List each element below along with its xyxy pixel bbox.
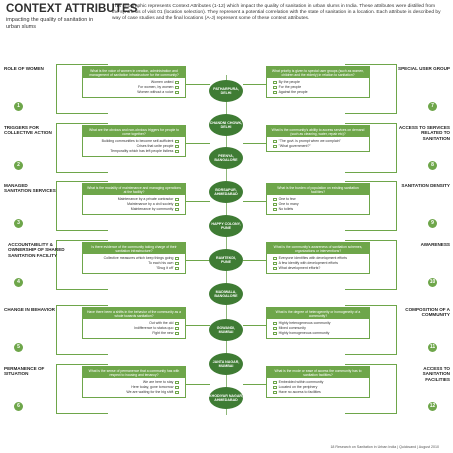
- option-label: We are here to stay: [142, 380, 174, 385]
- option-label: Maintenance by a civil society: [127, 202, 174, 207]
- attribute-box: [266, 366, 370, 398]
- option-checkbox[interactable]: [273, 262, 277, 266]
- attribute-box: [82, 307, 186, 339]
- option-label: No toilets: [278, 207, 294, 212]
- option-checkbox[interactable]: [273, 327, 277, 331]
- attribute-question: What is the community's ability to access services on demand (such as cleaning, water, repair etc)?: [267, 126, 369, 137]
- option-label: Indifference to status quo: [134, 326, 174, 331]
- attribute-options: [83, 378, 185, 397]
- attribute-options: [83, 137, 185, 156]
- attribute-box: [82, 66, 186, 98]
- option-checkbox[interactable]: [175, 140, 179, 144]
- option-label: Temporality which has left people listless: [110, 149, 174, 154]
- attribute-box: [266, 307, 370, 339]
- attribute-question: What priority is given to special user groups (such as women, children and the elderly) in relation to sanitation?: [267, 67, 369, 78]
- option-checkbox[interactable]: [175, 150, 179, 154]
- option-label: Maintenance by a private contractor: [117, 197, 174, 202]
- option-checkbox[interactable]: [175, 391, 179, 395]
- attribute-options: [267, 137, 369, 151]
- option-checkbox[interactable]: [175, 145, 179, 149]
- option-label: "What government?": [278, 144, 311, 149]
- option-label: Highly homogeneous community: [278, 331, 330, 336]
- option-label: For the people: [278, 85, 302, 90]
- option-checkbox[interactable]: [175, 327, 179, 331]
- location-city: MUMBAI: [218, 330, 234, 334]
- option-checkbox[interactable]: [273, 208, 277, 212]
- option-label: Against the people: [278, 90, 308, 95]
- option-row[interactable]: [271, 390, 365, 395]
- attribute-question: What is the modality of maintenance and managing operations at the facility?: [83, 184, 185, 195]
- option-label: For women, by women: [138, 85, 174, 90]
- option-checkbox[interactable]: [175, 257, 179, 261]
- option-label: Mixed community: [278, 326, 306, 331]
- option-label: "The govt. is prompt when we complain": [278, 139, 341, 144]
- option-checkbox[interactable]: [273, 267, 277, 271]
- location-node[interactable]: [209, 114, 243, 136]
- location-name: MADIWALA,: [215, 289, 237, 294]
- option-checkbox[interactable]: [273, 257, 277, 261]
- option-row[interactable]: [87, 266, 181, 271]
- attribute-box: [266, 125, 370, 152]
- option-checkbox[interactable]: [175, 267, 179, 271]
- attribute-options: [267, 254, 369, 273]
- option-label: A few identify with development efforts: [278, 261, 339, 266]
- attribute-question: Have there been a shifts in the behavior of the community as a whole towards sanitation?: [83, 308, 185, 319]
- location-name: CHANDNI CHOWK,: [209, 120, 243, 125]
- attribute-options: [83, 195, 185, 214]
- option-row[interactable]: [271, 266, 365, 271]
- attribute-connector: [243, 143, 266, 144]
- attribute-question: What is the community's awareness of sanitation schemes, organizations or interventions?: [267, 243, 369, 254]
- option-row[interactable]: [87, 207, 181, 212]
- attribute-title: MANAGED SANITATION SERVICES: [4, 183, 56, 194]
- location-city: AHMEDABAD: [214, 192, 238, 196]
- attribute-question: What is the mode or ease of access the community has to sanitation facilities?: [267, 367, 369, 378]
- attribute-number: 6: [14, 402, 23, 411]
- option-checkbox[interactable]: [273, 86, 277, 90]
- option-row[interactable]: [271, 207, 365, 212]
- option-row[interactable]: [87, 390, 181, 395]
- option-checkbox[interactable]: [273, 391, 277, 395]
- option-label: Embedded within community: [278, 380, 324, 385]
- attribute-title: ACCESS TO SERVICES RELATED TO SANITATION: [398, 125, 450, 141]
- attribute-options: [83, 78, 185, 97]
- option-label: Fight the new: [152, 331, 174, 336]
- location-node[interactable]: [209, 353, 243, 375]
- attribute-number: 12: [429, 403, 436, 409]
- attribute-number: 11: [429, 344, 436, 350]
- location-node[interactable]: [209, 387, 243, 409]
- location-node[interactable]: [209, 283, 243, 305]
- option-checkbox[interactable]: [273, 386, 277, 390]
- attribute-connector: [186, 201, 210, 202]
- option-label: Maintenance by community: [130, 207, 174, 212]
- option-checkbox[interactable]: [175, 381, 179, 385]
- footer-credit: 18 Research on Sanitation in Urban India | Quicksand | August 2010: [330, 445, 439, 449]
- location-node[interactable]: [209, 80, 243, 102]
- option-row[interactable]: [271, 144, 365, 149]
- attribute-question: What is the degree of heterogeneity or homogeneity of a community?: [267, 308, 369, 319]
- attribute-number: 10: [429, 279, 436, 285]
- option-row[interactable]: [87, 90, 181, 95]
- option-checkbox[interactable]: [273, 91, 277, 95]
- attribute-question: What is the voice of women in creation, administration and management of sanitation infrastructure for the community?: [83, 67, 185, 78]
- attribute-options: [267, 378, 369, 397]
- attribute-title: CHANGE IN BEHAVIOR: [4, 307, 55, 312]
- location-node[interactable]: [209, 181, 243, 203]
- page-title: CONTEXT ATTRIBUTES: [6, 3, 138, 15]
- attribute-number: 2: [14, 161, 23, 170]
- location-name: PATHARPURA,: [213, 86, 239, 91]
- option-label: Highly heterogeneous community: [278, 321, 331, 326]
- attribute-connector: [243, 325, 266, 326]
- attribute-number: 7: [428, 102, 437, 111]
- option-checkbox[interactable]: [175, 208, 179, 212]
- location-name: KHODIYAR NAGAR,: [209, 393, 244, 398]
- option-checkbox[interactable]: [175, 86, 179, 90]
- option-row[interactable]: [271, 90, 365, 95]
- attribute-box: [266, 242, 370, 274]
- attribute-title: SPECIAL USER GROUP: [398, 66, 450, 71]
- attribute-options: [267, 78, 369, 97]
- attribute-number: 8: [428, 161, 437, 170]
- attribute-title: TRIGGERS FOR COLLECTIVE ACTION: [4, 125, 52, 136]
- option-label: One to many: [278, 202, 299, 207]
- option-checkbox[interactable]: [273, 145, 277, 149]
- attribute-box: [82, 242, 186, 274]
- intro-text: This infographic represents Context Attributes (1-12) which impact the quality of sanitation in urban slums in India. These attributes were distilled from the synthesis of visit 01 (location selection). They represent a potential correlation with the state of sanitation in a location. Each attribute is described by way of case studies and the final locations (A-J) represent some of these context attributes.: [112, 4, 441, 22]
- attribute-connector: [243, 84, 266, 85]
- attribute-title: AWARENESS: [420, 242, 450, 247]
- option-checkbox[interactable]: [175, 332, 179, 336]
- attribute-options: [267, 319, 369, 338]
- attribute-box: [266, 183, 370, 215]
- location-city: DELHI: [220, 125, 232, 129]
- attribute-connector: [186, 84, 210, 85]
- attribute-number: 9: [428, 219, 437, 228]
- attribute-box: [82, 183, 186, 215]
- attribute-title: ACCOUNTABILITY & OWNERSHIP OF SHARED SANITATION FACILITY: [8, 242, 65, 258]
- option-label: Women united: [150, 80, 174, 85]
- location-name: HAPPY COLONY,: [211, 221, 241, 226]
- location-city: PUNE: [221, 260, 231, 264]
- option-checkbox[interactable]: [273, 140, 277, 144]
- attribute-connector: [186, 143, 210, 144]
- location-name: GOWANDI,: [216, 325, 236, 330]
- option-label: Women without a voice: [137, 90, 174, 95]
- attribute-options: [83, 254, 185, 273]
- option-checkbox[interactable]: [175, 386, 179, 390]
- location-name: PEENYA,: [218, 153, 234, 158]
- option-label: Located on the periphery: [278, 385, 318, 390]
- attribute-options: [267, 195, 369, 214]
- option-label: Have no access to facilities: [278, 390, 321, 395]
- attribute-question: Is there evidence of the community taking charge of their sanitation infrastructure?: [83, 243, 185, 254]
- attribute-number: 3: [14, 219, 23, 228]
- attribute-number: 4: [14, 278, 23, 287]
- attribute-question: What are the obvious and non-obvious triggers for people to come together?: [83, 126, 185, 137]
- attribute-title: SANITATION DENSITY: [401, 183, 450, 188]
- location-city: BANGALORE: [214, 158, 238, 162]
- option-label: Collective measures which keep things going: [103, 256, 174, 261]
- option-label: Building communities to become self-sufficient: [101, 139, 174, 144]
- location-node[interactable]: [209, 249, 243, 271]
- option-checkbox[interactable]: [273, 322, 277, 326]
- option-row[interactable]: [87, 331, 181, 336]
- attribute-question: What is the burden of population on existing sanitation facilities?: [267, 184, 369, 195]
- option-label: 'Shug it off': [156, 266, 174, 271]
- location-city: BANGALORE: [214, 294, 238, 298]
- attribute-title: PERMANENCE OF SITUATION: [4, 366, 45, 377]
- attribute-connector: [186, 260, 210, 261]
- page-subtitle: impacting the quality of sanitation in urban slums: [6, 17, 94, 30]
- option-checkbox[interactable]: [273, 381, 277, 385]
- attribute-title: ROLE OF WOMEN: [4, 66, 44, 71]
- location-name: JANTA NAGAR,: [212, 359, 240, 364]
- attribute-options: [83, 319, 185, 338]
- attribute-connector: [243, 260, 266, 261]
- option-checkbox[interactable]: [175, 81, 179, 85]
- attribute-box: [266, 66, 370, 98]
- location-name: RAMTEKDI,: [216, 255, 236, 260]
- attribute-question: What is the sense of permanence that a community has with respect to housing and tenancy?: [83, 367, 185, 378]
- option-label: By the people: [278, 80, 300, 85]
- option-checkbox[interactable]: [175, 91, 179, 95]
- attribute-connector: [243, 384, 266, 385]
- location-node[interactable]: [209, 319, 243, 341]
- option-label: Here today, gone tomorrow: [131, 385, 174, 390]
- option-label: To each his own: [148, 261, 174, 266]
- option-label: Everyone identifies with development efforts: [278, 256, 348, 261]
- location-city: DELHI: [220, 91, 232, 95]
- option-label: What development efforts?: [278, 266, 321, 271]
- attribute-connector: [186, 325, 210, 326]
- option-checkbox[interactable]: [273, 203, 277, 207]
- option-checkbox[interactable]: [273, 332, 277, 336]
- attribute-connector: [243, 201, 266, 202]
- location-name: BORSAPUR,: [215, 187, 237, 192]
- option-checkbox[interactable]: [273, 198, 277, 202]
- option-checkbox[interactable]: [273, 81, 277, 85]
- location-city: MUMBAI: [218, 364, 234, 368]
- attribute-title: ACCESS TO SANITATION FACILITIES: [422, 366, 450, 382]
- attribute-box: [82, 366, 186, 398]
- location-city: PUNE: [221, 226, 231, 230]
- location-city: AHMEDABAD: [214, 398, 238, 402]
- option-checkbox[interactable]: [175, 262, 179, 266]
- option-row[interactable]: [271, 331, 365, 336]
- attribute-number: 1: [14, 102, 23, 111]
- attribute-title: COMPOSITION OF A COMMUNITY: [405, 307, 450, 318]
- option-label: We are waiting for the big shift: [126, 390, 174, 395]
- attribute-connector: [186, 384, 210, 385]
- option-checkbox[interactable]: [175, 322, 179, 326]
- attribute-box: [82, 125, 186, 157]
- option-checkbox[interactable]: [175, 203, 179, 207]
- option-checkbox[interactable]: [175, 198, 179, 202]
- option-label: One to few: [278, 197, 296, 202]
- location-node[interactable]: [209, 147, 243, 169]
- attribute-number: 5: [14, 343, 23, 352]
- option-label: Crises that unite people: [136, 144, 174, 149]
- option-row[interactable]: [87, 149, 181, 154]
- location-node[interactable]: [209, 215, 243, 237]
- option-label: Out with the old: [149, 321, 174, 326]
